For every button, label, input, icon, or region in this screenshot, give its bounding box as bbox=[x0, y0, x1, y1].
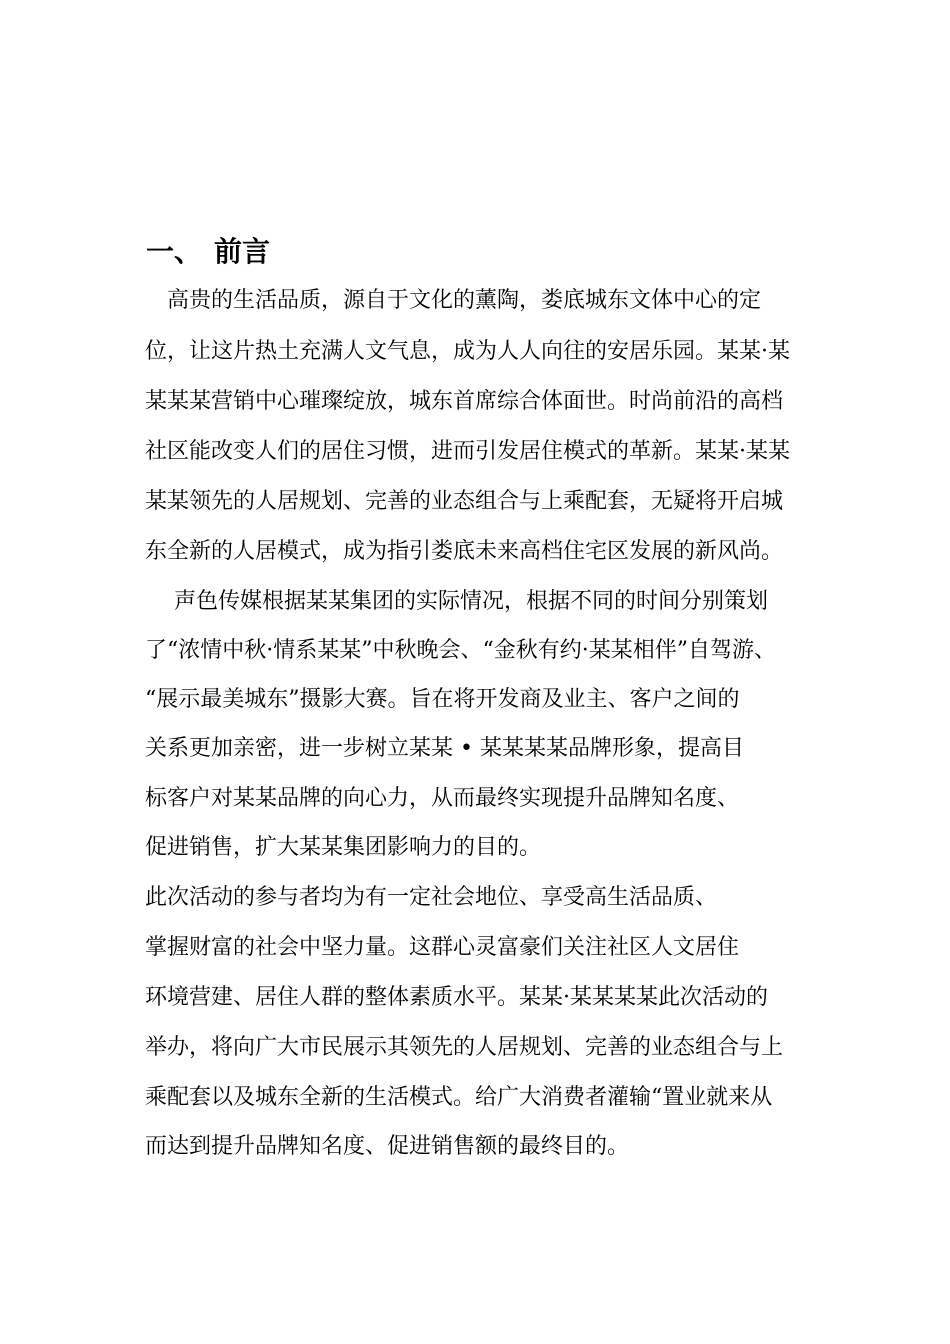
section-number: 一、 bbox=[146, 235, 203, 268]
text-line: 位，让这片热土充满人文气息，成为人人向往的安居乐园。某某·某 bbox=[145, 339, 790, 364]
text-line: 东全新的人居模式，成为指引娄底未来高档住宅区发展的新风尚。 bbox=[145, 539, 784, 564]
text-line: 促进销售，扩大某某集团影响力的目的。 bbox=[145, 835, 542, 860]
text-line: 社区能改变人们的居住习惯，进而引发居住模式的革新。某某·某某 bbox=[145, 439, 790, 464]
text-line: 掌握财富的社会中坚力量。这群心灵富豪们关注社区人文居住 bbox=[145, 935, 740, 960]
section-title: 前言 bbox=[214, 235, 271, 268]
text-line: “展示最美城东”摄影大赛。旨在将开发商及业主、客户之间的 bbox=[145, 687, 740, 712]
text-line: 声色传媒根据某某集团的实际情况，根据不同的时间分别策划 bbox=[145, 589, 768, 614]
text-line: 高贵的生活品质，源自于文化的薰陶，娄底城东文体中心的定 bbox=[145, 288, 762, 313]
text-line: 某某领先的人居规划、完善的业态组合与上乘配套，无疑将开启城 bbox=[145, 489, 784, 514]
text-line: 乘配套以及城东全新的生活模式。给广大消费者灌输“置业就来从 bbox=[145, 1085, 773, 1110]
text-line: 而达到提升品牌知名度、促进销售额的最终目的。 bbox=[145, 1134, 630, 1159]
text-line: 某某某营销中心璀璨绽放，城东首席综合体面世。时尚前沿的高档 bbox=[145, 389, 784, 414]
text-line: 关系更加亲密，进一步树立某某 • 某某某某品牌形象，提高目 bbox=[145, 736, 744, 761]
text-line: 了“浓情中秋·情系某某”中秋晚会、“金秋有约·某某相伴”自驾游、 bbox=[145, 638, 776, 663]
text-line: 举办，将向广大市民展示其领先的人居规划、完善的业态组合与上 bbox=[145, 1035, 784, 1060]
text-line: 环境营建、居住人群的整体素质水平。某某·某某某某此次活动的 bbox=[145, 985, 768, 1010]
section-heading bbox=[146, 230, 270, 274]
text-line: 标客户对某某品牌的向心力，从而最终实现提升品牌知名度、 bbox=[145, 786, 740, 811]
text-line: 此次活动的参与者均为有一定社会地位、享受高生活品质、 bbox=[145, 885, 718, 910]
